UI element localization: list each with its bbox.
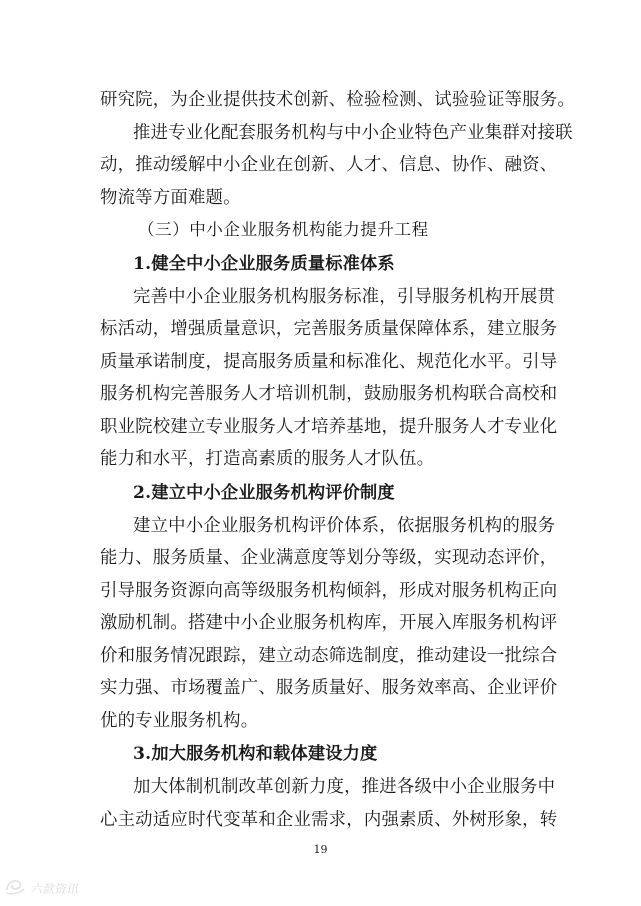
- body-line: 推进专业化配套服务机构与中小企业特色产业集群对接联: [133, 122, 573, 143]
- body-line: 实力强、市场覆盖广、服务质量好、服务效率高、企业评价: [100, 678, 558, 698]
- section-title: 2.建立中小企业服务机构评价制度: [133, 482, 395, 503]
- body-line: 物流等方面难题。: [100, 187, 241, 208]
- body-line: 价和服务情况跟踪，建立动态筛选制度，推动建设一批综合: [100, 645, 558, 666]
- section-subheading: （三）中小企业服务机构能力提升工程: [138, 220, 429, 239]
- body-line: 优的专业服务机构。: [100, 710, 259, 731]
- body-line: 心主动适应时代变革和企业需求，内强素质、外树形象，转: [100, 809, 558, 830]
- body-line: 职业院校建立专业服务人才培养基地，提升服务人才专业化: [100, 416, 558, 437]
- body-line: 能力和水平，打造高素质的服务人才队伍。: [100, 449, 435, 469]
- watermark-text: 六款资讯: [30, 881, 79, 896]
- body-line: 加大体制机制改革创新力度，推进各级中小企业服务中: [133, 777, 556, 797]
- body-line: 服务机构完善服务人才培训机制，鼓励服务机构联合高校和: [100, 384, 558, 404]
- body-line: 引导服务资源向高等级服务机构倾斜，形成对服务机构正向: [100, 580, 558, 601]
- document-body: [100, 84, 575, 836]
- body-line: 能力、服务质量、企业满意度等划分等级，实现动态评价，: [100, 548, 558, 568]
- page-number: 19: [313, 843, 328, 856]
- body-line: 标活动，增强质量意识，完善服务质量保障体系，建立服务: [100, 319, 558, 339]
- body-line: 完善中小企业服务机构服务标准，引导服务机构开展贯: [133, 286, 556, 307]
- watermark: [4, 876, 78, 900]
- body-line: 动，推动缓解中小企业在创新、人才、信息、协作、融资、: [100, 155, 558, 175]
- section-title: 3.加大服务机构和载体建设力度: [133, 744, 378, 764]
- body-line: 研究院，为企业提供技术创新、检验检测、试验验证等服务。: [100, 90, 575, 110]
- body-line: 质量承诺制度，提高服务质量和标准化、规范化水平。引导: [100, 351, 558, 372]
- section-title: 1.健全中小企业服务质量标准体系: [133, 253, 395, 274]
- body-line: 激励机制。搭建中小企业服务机构库，开展入库服务机构评: [100, 613, 558, 633]
- watermark-logo-icon: [4, 876, 26, 900]
- body-line: 建立中小企业服务机构评价体系，依据服务机构的服务: [133, 515, 556, 536]
